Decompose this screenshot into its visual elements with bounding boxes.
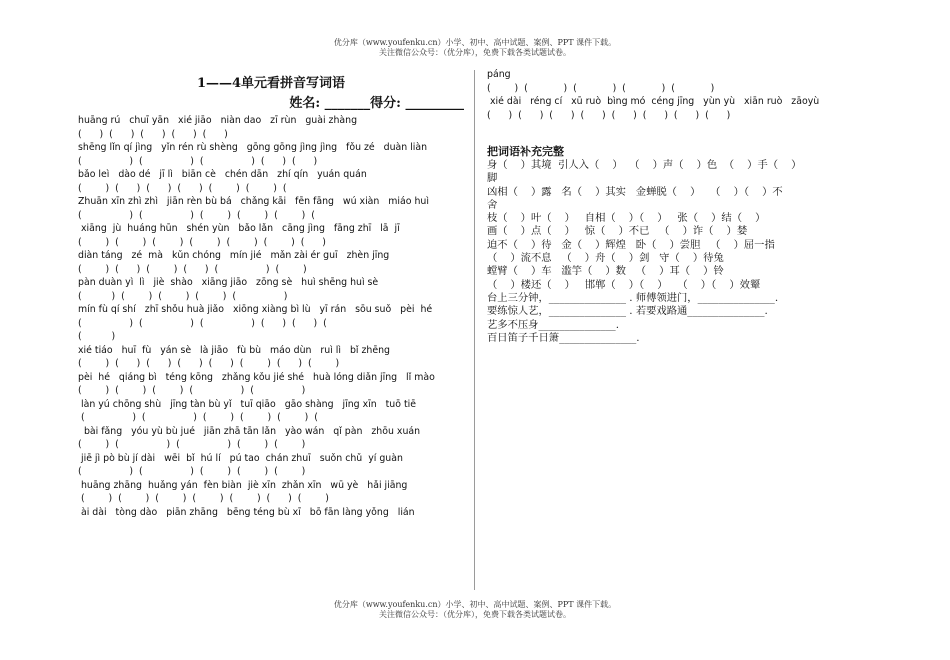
footer-line-2: 关注微信公众号：（优分库），免费下载各类试题试卷。 [379,610,571,619]
exercise-line: bài fǎng yóu yù bù jué jiān zhā tān lǎn yào wán qǐ pàn zhōu xuán [78,425,421,437]
exercise-line: Zhuān xīn zhì zhì jiān rèn bù bá chǎng kāi fēn fāng wú xiàn miáo huì [78,196,429,207]
exercise-line: ( ) ( ) ( ) ( ) ( ) [78,385,306,396]
exercise-line: làn yú chōng shù jīng tàn bù yǐ tuī qiāo gāo shàng jīng xīn tuō tiē [78,398,417,410]
pinyin-exercise-list [78,114,464,519]
exercise-line: xié dài réng cí xū ruò bìng mó céng jīng yùn yù xiān ruò zāoyù [487,96,820,107]
fill-line: 台上三分钟，_______________ . 师傅领进门，_______________. [487,291,779,304]
exercise-line: ( ) ( ) ( ) ( ) ( ) ( ) ( ) ( ) [78,358,340,369]
exercise-line: ( ) ( ) ( ) ( ) ( ) [78,466,306,477]
exercise-line: jiē jì pò bù jí dài wēi bǐ hú lí pú tao chán zhuī suǒn chǔ yí guàn [78,452,403,464]
section-title-complete-words: 把词语补充完整 [487,145,564,158]
exercise-line: ( ) ( ) ( ) ( ) ( ) [78,290,288,302]
fill-line: （ ）楼还（ ） 邯郸（ ）（ ） （ ）（ ）效颦 [487,278,761,291]
fill-line: 身（ ）其境 引人入（ ） （ ）声（ ）色 （ ）手（ ） [487,159,802,171]
exercise-line: ( ) ( ) ( ) ( ) ( ) ( ) [78,263,307,275]
name-score-line: 姓名: _______得分: _________ [289,96,464,111]
right-column [487,68,882,345]
pinyin-exercise-continued [487,68,882,122]
fill-line: 百日笛子千日箫_______________. [487,331,640,344]
fill-line: （ ）流不息 （ ）舟（ ）剑 守（ ）待兔 [487,252,724,265]
exercise-line: huāng zhāng huǎng yán fèn biàn jiè xīn zhǎn xīn wū yè hǎi jiāng [78,479,408,491]
fill-line: 螳臂（ ）车 滥竽（ ）数 （ ）耳（ ）铃 [487,265,724,278]
exercise-line: ( ) ( ) ( ) ( ) ( ) [78,155,318,167]
exercise-line: pèi hé qiáng bì téng kōng zhǎng kǒu jié shé huà lóng diǎn jīng lǐ mào [78,371,435,383]
left-column [78,72,464,519]
exercise-line: ( ) ( ) ( ) ( ) ( ) ( [78,209,315,221]
exercise-line: xiāng jù huáng hūn shén yùn bǎo lǎn cāng jìng fāng zhī lā jī [78,223,400,234]
fill-line: 艺多不压身_______________. [487,318,619,331]
exercise-line: ( ) ( ) ( ) ( ) ( ) [78,439,306,450]
column-divider [474,70,475,590]
worksheet-title: 1——4单元看拼音写词语 [196,76,346,91]
exercise-line: ( ) [78,331,116,342]
word-completion-list [487,159,882,345]
exercise-line: ( ) ( ) ( ) ( ) ( ) ( ) ( ) [78,236,326,248]
footer-line-1: 优分库（www.youfenku.cn）小学、初中、高中试题、案例、PPT 课件下载。 [333,600,617,609]
fill-line: 凶相（ ）露 名（ ）其实 金蝉脱（ ） （ ）（ ）不 [487,185,783,198]
exercise-line: ( ) ( ) ( ) ( ) ( ) ( [78,317,327,329]
fill-line: 要练惊人艺，_______________ . 若要戏路通_______________. [487,305,768,318]
exercise-line: bǎo leì dào dé jī lì biān cè chén dān zhí qín yuán quán [78,169,367,180]
exercise-line: ài dài tòng dào piān zhāng bēng téng bù xī bō fān làng yǒng lián [78,506,415,518]
fill-line: 迫不（ ）待 金（ ）辉煌 卧（ ）尝胆 （ ）屈一指 [487,238,775,251]
fill-line: 舍 [487,198,498,211]
exercise-line: huāng rú chuī yān xié jiāo niàn dao zī rùn guài zhàng [78,115,358,126]
fill-line: 脚 [487,172,498,185]
exercise-line: mín fù qí shí zhī shǒu huà jiǎo xiōng xiàng bì lù yī rán sōu suǒ pèi hé [78,304,433,315]
exercise-line: páng [487,69,511,80]
page-header [0,38,950,58]
fill-line: 枝（ ）叶（ ） 自相（ ）（ ） 张（ ）结（ ） [487,212,766,225]
exercise-line: ( ) ( ) ( ) ( ) ( ) ( [78,412,318,423]
exercise-line: ( ) ( ) ( ) ( ) ( ) ( ) ( [78,182,287,194]
exercise-line: pàn duàn yì lì jiè shào xiāng jiāo zōng sè huì shēng huì sè [78,277,379,288]
header-line-1: 优分库（www.youfenku.cn）小学、初中、高中试题、案例、PPT 课件下载。 [333,38,617,47]
exercise-line: diàn táng zé mà kǔn chóng mín jié mǎn zài ér guī zhèn jīng [78,250,390,261]
exercise-line: ( ) ( ) ( ) ( ) ( ) ( ) ( ) [78,493,329,504]
exercise-line: ( ) ( ) ( ) ( ) ( ) ( ) ( ) ( ) [487,109,731,121]
fill-line: 画（ ）点（ ） 惊（ ）不已 （ ）诈（ ）婪 [487,225,748,238]
header-line-2: 关注微信公众号：（优分库），免费下载各类试题试卷。 [379,48,571,57]
exercise-line: shēng lǐn qí jìng yǐn rén rù shèng gōng gōng jìng jìng fǒu zé duàn liàn [78,142,428,153]
exercise-line: xié tiáo huī fù yán sè là jiāo fù bù máo dùn ruì lì bǐ zhēng [78,344,391,356]
page-footer [0,600,950,620]
exercise-line: ( ) ( ) ( ) ( ) ( ) [487,82,715,94]
exercise-line: ( ) ( ) ( ) ( ) ( ) [78,128,228,140]
